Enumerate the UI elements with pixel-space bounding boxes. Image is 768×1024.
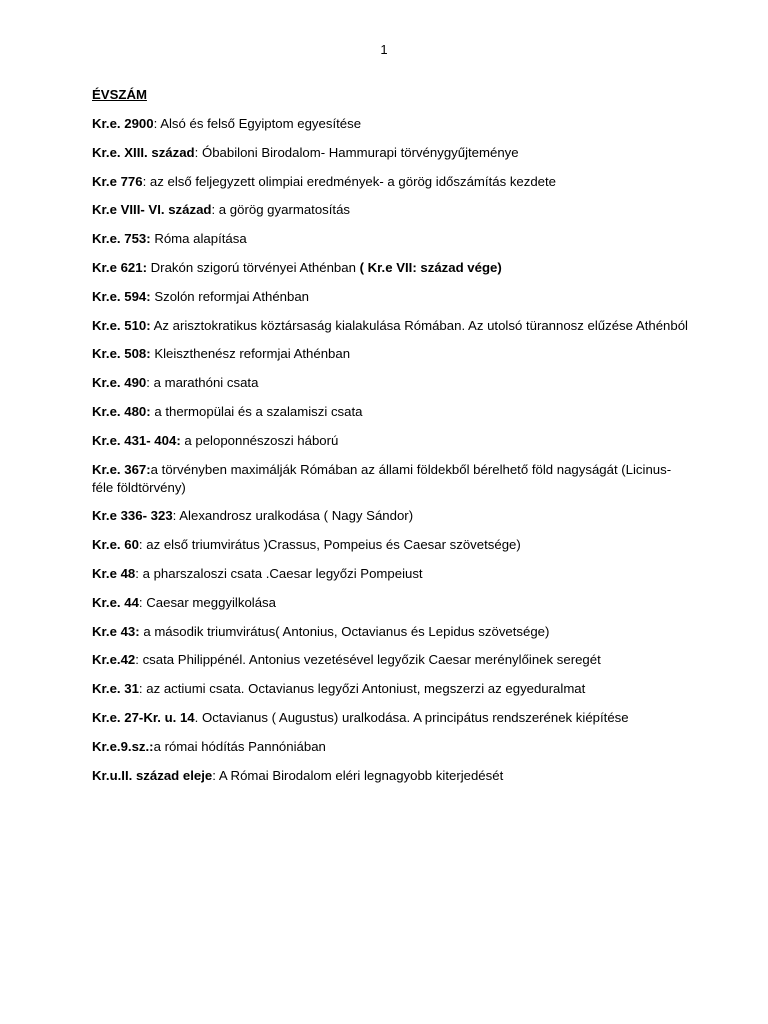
timeline-entry	[92, 623, 692, 641]
entry-date: Kr.e VIII- VI. század	[92, 202, 212, 218]
entry-date: Kr.e 336- 323	[92, 508, 173, 524]
entry-date: Kr.e.42	[92, 652, 136, 668]
entry-date: Kr.e. 594:	[92, 288, 151, 304]
timeline-entry	[92, 767, 692, 785]
entry-date: Kr.e. 44	[92, 594, 139, 610]
entry-text: : Alexandrosz uralkodása ( Nagy Sándor)	[172, 508, 414, 524]
page-number: 1	[380, 42, 388, 57]
entry-text: : az első feljegyzett olimpiai eredmények- a görög időszámítás kezdete	[142, 173, 557, 189]
entry-date: Kr.e 776	[92, 173, 143, 189]
timeline-entry	[92, 345, 692, 363]
timeline-entry	[92, 230, 692, 248]
timeline-entry	[92, 651, 692, 669]
timeline-entry	[92, 432, 692, 450]
entry-text: : az actiumi csata. Octavianus legyőzi Antoniust, megszerzi az egyeduralmat	[138, 681, 586, 697]
entry-date: Kr.e. 367:	[92, 461, 151, 477]
entry-date: Kr.e. 753:	[92, 231, 151, 247]
timeline-entry	[92, 288, 692, 306]
timeline-entry	[92, 461, 692, 497]
timeline-entry	[92, 594, 692, 612]
timeline-entry	[92, 144, 692, 162]
entry-date: Kr.e.9.sz.:	[92, 738, 154, 754]
timeline-entry	[92, 374, 692, 392]
entry-date: Kr.e. 508:	[92, 346, 151, 362]
timeline-entry	[92, 680, 692, 698]
entry-text: : A Római Birodalom eléri legnagyobb kiterjedését	[212, 767, 504, 783]
entry-text: : Alsó és felső Egyiptom egyesítése	[153, 116, 362, 131]
entry-text: Drakón szigorú törvényei Athénban	[146, 259, 360, 275]
entry-text: a törvényben maximálják Rómában az állami földekből bérelhető föld nagyságát (Licinus- féle földtörvény)	[92, 461, 672, 495]
timeline-list	[92, 115, 692, 785]
timeline-entry	[92, 317, 692, 335]
entry-text: : csata Philippénél. Antonius vezetésével legyőzik Caesar merénylőinek seregét	[135, 652, 601, 668]
entry-date: Kr.e 48	[92, 565, 136, 581]
entry-date: Kr.e. 31	[92, 681, 139, 697]
section-heading: ÉVSZÁM	[92, 87, 147, 102]
entry-date: Kr.e 621:	[92, 259, 147, 275]
entry-date: ( Kr.e VII: század vége)	[359, 259, 502, 275]
timeline-entry	[92, 115, 692, 133]
timeline-entry	[92, 403, 692, 421]
timeline-entry	[92, 738, 692, 756]
entry-text: : a pharszaloszi csata .Caesar legyőzi Pompeiust	[135, 565, 423, 581]
timeline-entry	[92, 201, 692, 219]
timeline-entry	[92, 709, 692, 727]
timeline-entry	[92, 565, 692, 583]
entry-date: Kr.e. 510:	[92, 317, 151, 333]
entry-text: : a marathóni csata	[146, 375, 259, 391]
timeline-entry	[92, 259, 692, 277]
entry-text: : a görög gyarmatosítás	[211, 202, 351, 218]
entry-text: : Óbabiloni Birodalom- Hammurapi törvénygyűjteménye	[194, 144, 519, 160]
timeline-entry	[92, 173, 692, 191]
entry-text: a római hódítás Pannóniában	[153, 738, 326, 754]
entry-text: a második triumvirátus( Antonius, Octavianus és Lepidus szövetsége)	[139, 623, 550, 639]
timeline-entry	[92, 536, 692, 554]
entry-date: Kr.e. 480:	[92, 403, 151, 419]
entry-text: Az arisztokratikus köztársaság kialakulása Rómában. Az utolsó türannosz elűzése Athénból	[150, 317, 688, 333]
entry-text: Róma alapítása	[150, 231, 247, 247]
entry-text: a thermopülai és a szalamiszi csata	[150, 403, 363, 419]
entry-text: a peloponnészoszi háború	[180, 432, 339, 448]
entry-text: Szolón reformjai Athénban	[150, 288, 310, 304]
entry-text: : Caesar meggyilkolása	[138, 594, 276, 610]
entry-date: Kr.e. 431- 404:	[92, 432, 181, 448]
entry-date: Kr.u.II. század eleje	[92, 767, 213, 783]
timeline-entry	[92, 507, 692, 525]
document-body	[92, 86, 692, 795]
entry-date: Kr.e. 2900	[92, 116, 154, 131]
entry-text: . Octavianus ( Augustus) uralkodása. A principátus rendszerének kiépítése	[194, 709, 629, 725]
entry-date: Kr.e. XIII. század	[92, 144, 195, 160]
entry-text: Kleiszthenész reformjai Athénban	[150, 346, 351, 362]
entry-date: Kr.e. 490	[92, 375, 147, 391]
entry-text: : az első triumvirátus )Crassus, Pompeius és Caesar szövetsége)	[138, 537, 521, 553]
entry-date: Kr.e. 27-Kr. u. 14	[92, 709, 195, 725]
entry-date: Kr.e. 60	[92, 537, 139, 553]
entry-date: Kr.e 43:	[92, 623, 140, 639]
